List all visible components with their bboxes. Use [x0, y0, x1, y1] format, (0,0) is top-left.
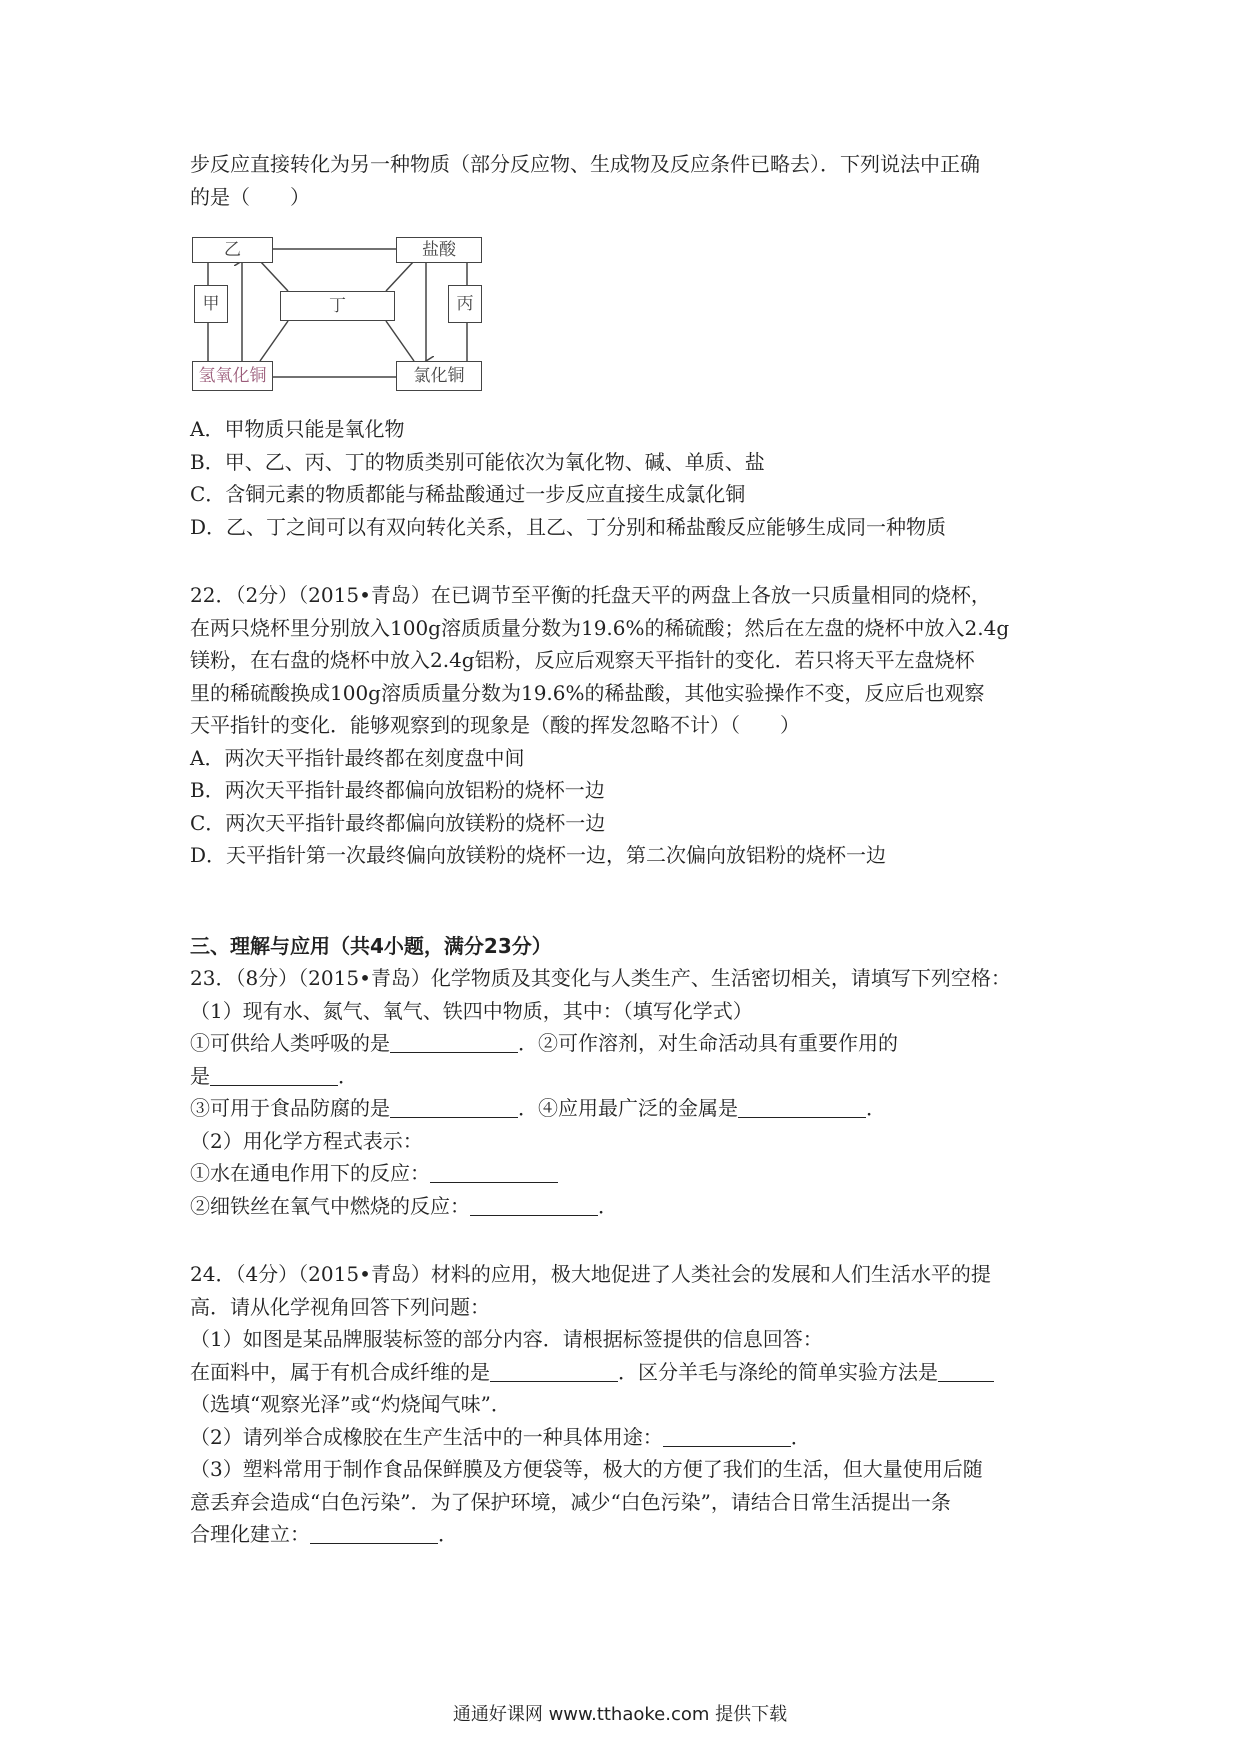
q24-line2: 高．请从化学视角回答下列问题： [190, 1294, 490, 1319]
q24-part1: （1）如图是某品牌服装标签的部分内容．请根据标签提供的信息回答： [190, 1327, 823, 1351]
line-qingyanghuatong-ding [260, 321, 288, 361]
node-yi: 乙 [192, 237, 273, 263]
answer-blank[interactable] [210, 1065, 338, 1086]
q22-option-c: C．两次天平指针最终都偏向放镁粉的烧杯一边 [190, 810, 606, 835]
q22-line3: 镁粉，在右盘的烧杯中放入2.4g铝粉，反应后观察天平指针的变化．若只将天平左盘烧杯 [190, 648, 975, 672]
answer-blank[interactable] [490, 1361, 618, 1382]
page-footer: 通通好课网 www.tthaoke.com 提供下载 [452, 1704, 788, 1725]
q22-line2: 在两只烧杯里分别放入100g溶质质量分数为19.6%的稀硫酸；然后在左盘的烧杯中放入2.4g [190, 615, 1010, 640]
answer-blank[interactable] [310, 1523, 438, 1544]
node-bing: 丙 [448, 285, 482, 323]
q22-line1: 22．（2分）（2015•青岛）在已调节至平衡的托盘天平的两盘上各放一只质量相同的烧杯， [190, 583, 991, 607]
answer-blank[interactable] [738, 1097, 866, 1118]
line-lühuatong-ding [386, 321, 414, 361]
q24-part3-line2: 意丢弃会造成“白色污染”．为了保护环境，减少“白色污染”，请结合日常生活提出一条 [190, 1489, 951, 1514]
q21-option-b: B．甲、乙、丙、丁的物质类别可能依次为氧化物、碱、单质、盐 [190, 449, 765, 474]
q22-option-b: B．两次天平指针最终都偏向放铝粉的烧杯一边 [190, 778, 605, 802]
q23-line2: 是 ． [190, 1063, 358, 1088]
q21-conversion-diagram [190, 219, 490, 409]
answer-blank[interactable] [663, 1426, 791, 1447]
q23-line1: ①可供给人类呼吸的是 ．②可作溶剂，对生命活动具有重要作用的 [190, 1031, 898, 1055]
q24-part2: （2）请列举合成橡胶在生产生活中的一种具体用途： ． [190, 1424, 811, 1449]
q23-part2: （2）用化学方程式表示： [190, 1128, 423, 1153]
line-yansuan-ding [386, 261, 414, 291]
q24-part1-line1: 在面料中，属于有机合成纤维的是 ．区分羊毛与涤纶的简单实验方法是 [190, 1356, 1060, 1389]
line-yi-ding [260, 261, 288, 291]
q23-line3: ③可用于食品防腐的是 ．④应用最广泛的金属是 ． [190, 1096, 886, 1120]
q21-option-d: D．乙、丁之间可以有双向转化关系，且乙、丁分别和稀盐酸反应能够生成同一种物质 [190, 514, 947, 539]
answer-blank[interactable] [938, 1361, 994, 1382]
q23-stem: 23．（8分）（2015•青岛）化学物质及其变化与人类生产、生活密切相关，请填写下列空格： [190, 966, 1011, 990]
q24-part3-line3: 合理化建立： ． [190, 1522, 458, 1546]
section3-title: 三、理解与应用（共4小题，满分23分） [190, 933, 552, 958]
q21-stem-line2: 的是（ ） [190, 184, 310, 209]
answer-blank[interactable] [390, 1032, 518, 1053]
q24-part1-line2: （选填“观察光泽”或“灼烧闻气味”． [190, 1392, 511, 1416]
q22-line4: 里的稀硫酸换成100g溶质质量分数为19.6%的稀盐酸，其他实验操作不变，反应后也观察 [190, 680, 985, 705]
q21-stem-line1: 步反应直接转化为另一种物质（部分反应物、生成物及反应条件已略去）．下列说法中正确 [190, 152, 980, 176]
node-jia: 甲 [194, 285, 228, 323]
q22-line5: 天平指针的变化．能够观察到的现象是（酸的挥发忽略不计）（ ） [190, 713, 800, 737]
answer-blank[interactable] [430, 1162, 558, 1183]
answer-blank[interactable] [390, 1097, 518, 1118]
q22-option-d: D．天平指针第一次最终偏向放镁粉的烧杯一边，第二次偏向放铝粉的烧杯一边 [190, 843, 887, 867]
node-ding: 丁 [280, 291, 395, 321]
node-yansuan: 盐酸 [396, 237, 482, 263]
answer-blank[interactable] [470, 1195, 598, 1216]
q22-option-a: A．两次天平指针最终都在刻度盘中间 [190, 745, 525, 770]
q24-part3-line1: （3）塑料常用于制作食品保鲜膜及方便袋等，极大的方便了我们的生活，但大量使用后随 [190, 1457, 983, 1481]
page-content [190, 148, 1060, 1551]
q21-option-c: C．含铜元素的物质都能与稀盐酸通过一步反应直接生成氯化铜 [190, 482, 746, 506]
node-lühuatong: 氯化铜 [396, 361, 482, 391]
q23-part1: （1）现有水、氮气、氧气、铁四中物质，其中：（填写化学式） [190, 998, 753, 1023]
q21-option-a: A．甲物质只能是氧化物 [190, 417, 405, 441]
q23-line5: ②细铁丝在氧气中燃烧的反应： ． [190, 1193, 618, 1218]
q24-line1: 24．（4分）（2015•青岛）材料的应用，极大地促进了人类社会的发展和人们生活水平的提 [190, 1262, 991, 1286]
node-qingyanghuatong: 氢氧化铜 [192, 361, 273, 391]
q23-line4: ①水在通电作用下的反应： [190, 1157, 1060, 1190]
